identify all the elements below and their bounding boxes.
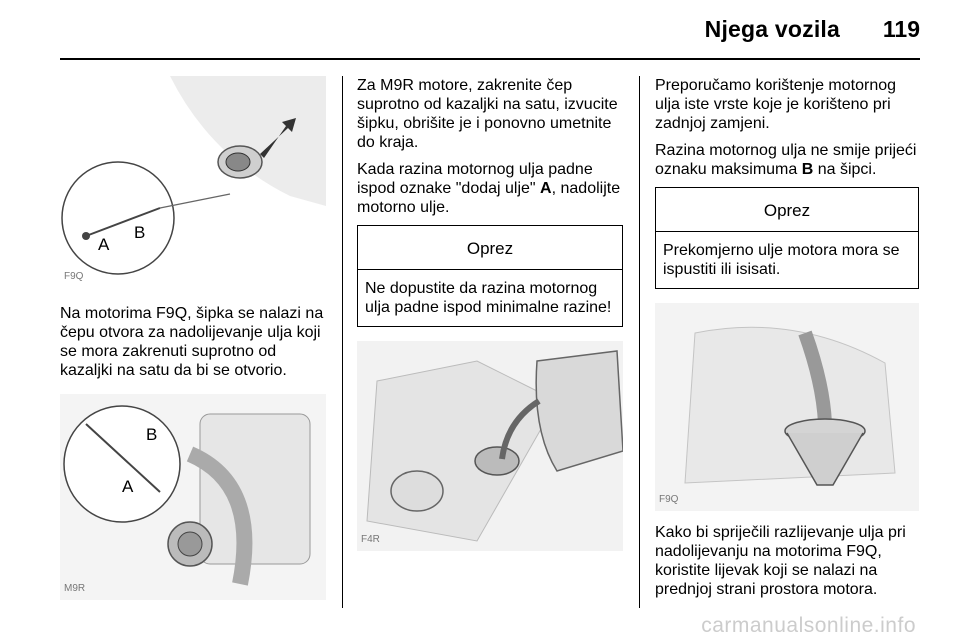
warning-box — [655, 187, 919, 289]
figure-label: F4R — [361, 534, 380, 545]
paragraph: Kada razina motornog ulja padne ispod oznake "dodaj ulje" A, nadolijte motorno ulje. — [357, 161, 621, 216]
oil-bottle-icon — [536, 351, 623, 471]
page-title: Njega vozila — [704, 16, 840, 42]
column-divider-1 — [342, 76, 343, 608]
warning-body: Ne dopustite da razina motornog ulja padne ispod minimalne razine! — [365, 280, 612, 316]
callout-b: B — [134, 223, 146, 242]
header-rule — [60, 58, 920, 60]
column-3 — [655, 76, 919, 607]
paragraph: Za M9R motore, zakrenite čep suprotno od kazaljki na satu, izvucite šipku, obrišite je i ponovno umetnite do kraja. — [357, 77, 618, 151]
figure-f4r-refill — [357, 341, 623, 551]
watermark: carmanualsonline.info — [701, 614, 916, 637]
column-2 — [357, 76, 623, 551]
callout-b: B — [146, 425, 158, 444]
callout-a: A — [122, 477, 134, 496]
figure-label: F9Q — [64, 271, 84, 282]
figure-m9r-dipstick — [60, 394, 326, 600]
warning-box — [357, 225, 623, 327]
dipstick-illustration-m9r — [60, 394, 326, 600]
paragraph: Kako bi spriječili razlijevanje ulja pri nadolijevanju na motorima F9Q, koristite lijevak koji se nalazi na prednjoj strani prostora motora. — [655, 524, 906, 598]
dipstick-illustration-f9q — [60, 76, 326, 288]
figure-f9q-funnel — [655, 303, 919, 511]
oil-refill-illustration — [357, 341, 623, 551]
warning-body: Prekomjerno ulje motora mora se ispustiti ili isisati. — [663, 242, 900, 278]
page-number: 119 — [882, 16, 920, 42]
figure-label: M9R — [64, 583, 86, 594]
figure-f9q-dipstick — [60, 76, 326, 288]
column-divider-2 — [639, 76, 640, 608]
paragraph: Preporučamo korištenje motornog ulja iste vrste koje je korišteno pri zadnjoj zamjeni. — [655, 77, 897, 132]
warning-title: Oprez — [358, 226, 622, 270]
page-header — [0, 0, 960, 62]
paragraph: Razina motornog ulja ne smije prijeći oznaku maksimuma B na šipci. — [655, 142, 917, 178]
paragraph: Na motorima F9Q, šipka se nalazi na čepu otvora za nadolijevanje ulja koji se mora zakrenuti suprotno od kazaljki na satu da bi se otvorio. — [60, 305, 324, 379]
column-1 — [60, 76, 326, 600]
callout-a: A — [98, 235, 110, 254]
figure-label: F9Q — [659, 494, 679, 505]
funnel-illustration — [655, 303, 919, 511]
warning-title: Oprez — [656, 188, 918, 232]
